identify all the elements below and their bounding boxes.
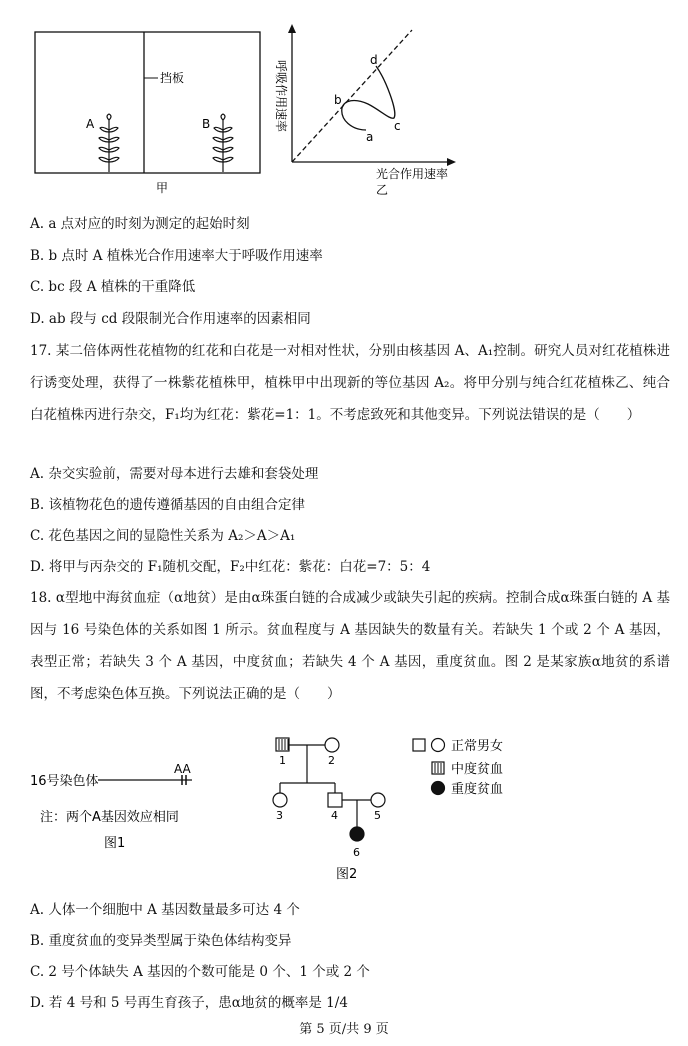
point-b-label: b — [334, 93, 342, 107]
pedigree-6-severe-female — [350, 827, 364, 841]
page-footer: 第 5 页/共 9 页 — [299, 1022, 389, 1037]
plant-a-label: A — [86, 117, 95, 131]
graph-diagonal — [292, 30, 412, 162]
pedigree-id-6: 6 — [353, 846, 360, 859]
jia-label: 甲 — [156, 181, 169, 195]
pedigree-5-normal-female — [371, 793, 385, 807]
q16-option-c: C. bc 段 A 植株的干重降低 — [30, 279, 196, 295]
q17-option-b: B. 该植物花色的遗传遵循基因的自由组合定律 — [30, 497, 306, 513]
pedigree-id-3: 3 — [276, 809, 283, 822]
q16-option-a: A. a 点对应的时刻为测定的起始时刻 — [30, 216, 250, 232]
chromosome-label: 16号染色体 — [30, 774, 99, 789]
gene-label: AA — [174, 762, 191, 776]
q18-stem: 18. α型地中海贫血症（α地贫）是由α珠蛋白链的合成减少或缺失引起的疾病。控制合成α珠蛋白链的 A 基因与 16 号染色体的关系如图 1 所示。贫血程度与 A 基因缺失的数量有关。若缺失 1 个或 2 个 A 基因，表型正常；若缺失 3 个 A 基因，中度贫血；若缺失 4 个 A 基因，重度贫血。图 2 是某家族α地贫的系谱图，不考虑染色体互换。下列说法正确的是（ ） — [30, 590, 670, 702]
legend-square-icon — [413, 739, 425, 751]
pedigree-id-1: 1 — [279, 754, 286, 767]
q17-option-a: A. 杂交实验前，需要对母本进行去雄和套袋处理 — [30, 466, 319, 482]
pedigree-4-normal-male — [328, 793, 342, 807]
note-text: 注：两个A基因效应相同 — [40, 810, 179, 825]
legend-filled-circle-icon — [432, 782, 445, 795]
q16-option-b: B. b 点时 A 植株光合作用速率大于呼吸作用速率 — [30, 248, 323, 264]
legend-moderate-label: 中度贫血 — [451, 762, 504, 777]
q18-option-d: D. 若 4 号和 5 号再生育孩子，患α地贫的概率是 1/4 — [30, 995, 348, 1011]
fig1-label: 图1 — [104, 836, 126, 851]
q18-option-b: B. 重度贫血的变异类型属于染色体结构变异 — [30, 933, 292, 949]
x-axis-label: 光合作用速率 — [376, 167, 449, 181]
point-a-label: a — [366, 130, 374, 144]
legend-normal-label: 正常男女 — [451, 739, 504, 754]
pedigree-id-5: 5 — [374, 809, 381, 822]
figure-mid — [0, 725, 688, 895]
baffle-label: 挡板 — [160, 71, 185, 85]
y-axis-label: 呼吸作用速率 — [274, 60, 288, 133]
yi-label: 乙 — [376, 183, 389, 197]
pedigree-2-normal-female — [325, 738, 339, 752]
graph-curve — [342, 66, 395, 130]
plant-b-icon — [213, 114, 233, 172]
pedigree-id-4: 4 — [331, 809, 338, 822]
graph-x-arrow — [447, 158, 456, 166]
legend-severe-label: 重度贫血 — [451, 782, 504, 797]
point-c-label: c — [394, 119, 401, 133]
fig2-label: 图2 — [336, 867, 358, 882]
pedigree-id-2: 2 — [328, 754, 335, 767]
legend-circle-icon — [432, 739, 445, 752]
point-d-label: d — [370, 53, 378, 67]
graph-y-arrow — [288, 24, 296, 33]
plant-b-label: B — [202, 117, 211, 131]
q17-option-c: C. 花色基因之间的显隐性关系为 A₂＞A＞A₁ — [30, 528, 296, 544]
q16-option-d: D. ab 段与 cd 段限制光合作用速率的因素相同 — [30, 311, 311, 327]
plant-a-icon — [99, 114, 119, 172]
q18-option-a: A. 人体一个细胞中 A 基因数量最多可达 4 个 — [30, 902, 300, 918]
q17-option-d: D. 将甲与丙杂交的 F₁随机交配，F₂中红花：紫花：白花=7：5：4 — [30, 559, 431, 575]
q18-option-c: C. 2 号个体缺失 A 基因的个数可能是 0 个、1 个或 2 个 — [30, 964, 370, 980]
q17-stem: 17. 某二倍体两性花植物的红花和白花是一对相对性状，分别由核基因 A、A₁控制。研究人员对红花植株进行诱变处理，获得了一株紫花植株甲，植株甲中出现新的等位基因 A₂。将甲分别与纯合红花植株乙、纯合白花植株丙进行杂交，F₁均为红花：紫花=1：1。不考虑致死和其他变异。下列说法错误的是（ ） — [30, 343, 670, 423]
figure-top — [0, 0, 688, 205]
pedigree-3-normal-female — [273, 793, 287, 807]
